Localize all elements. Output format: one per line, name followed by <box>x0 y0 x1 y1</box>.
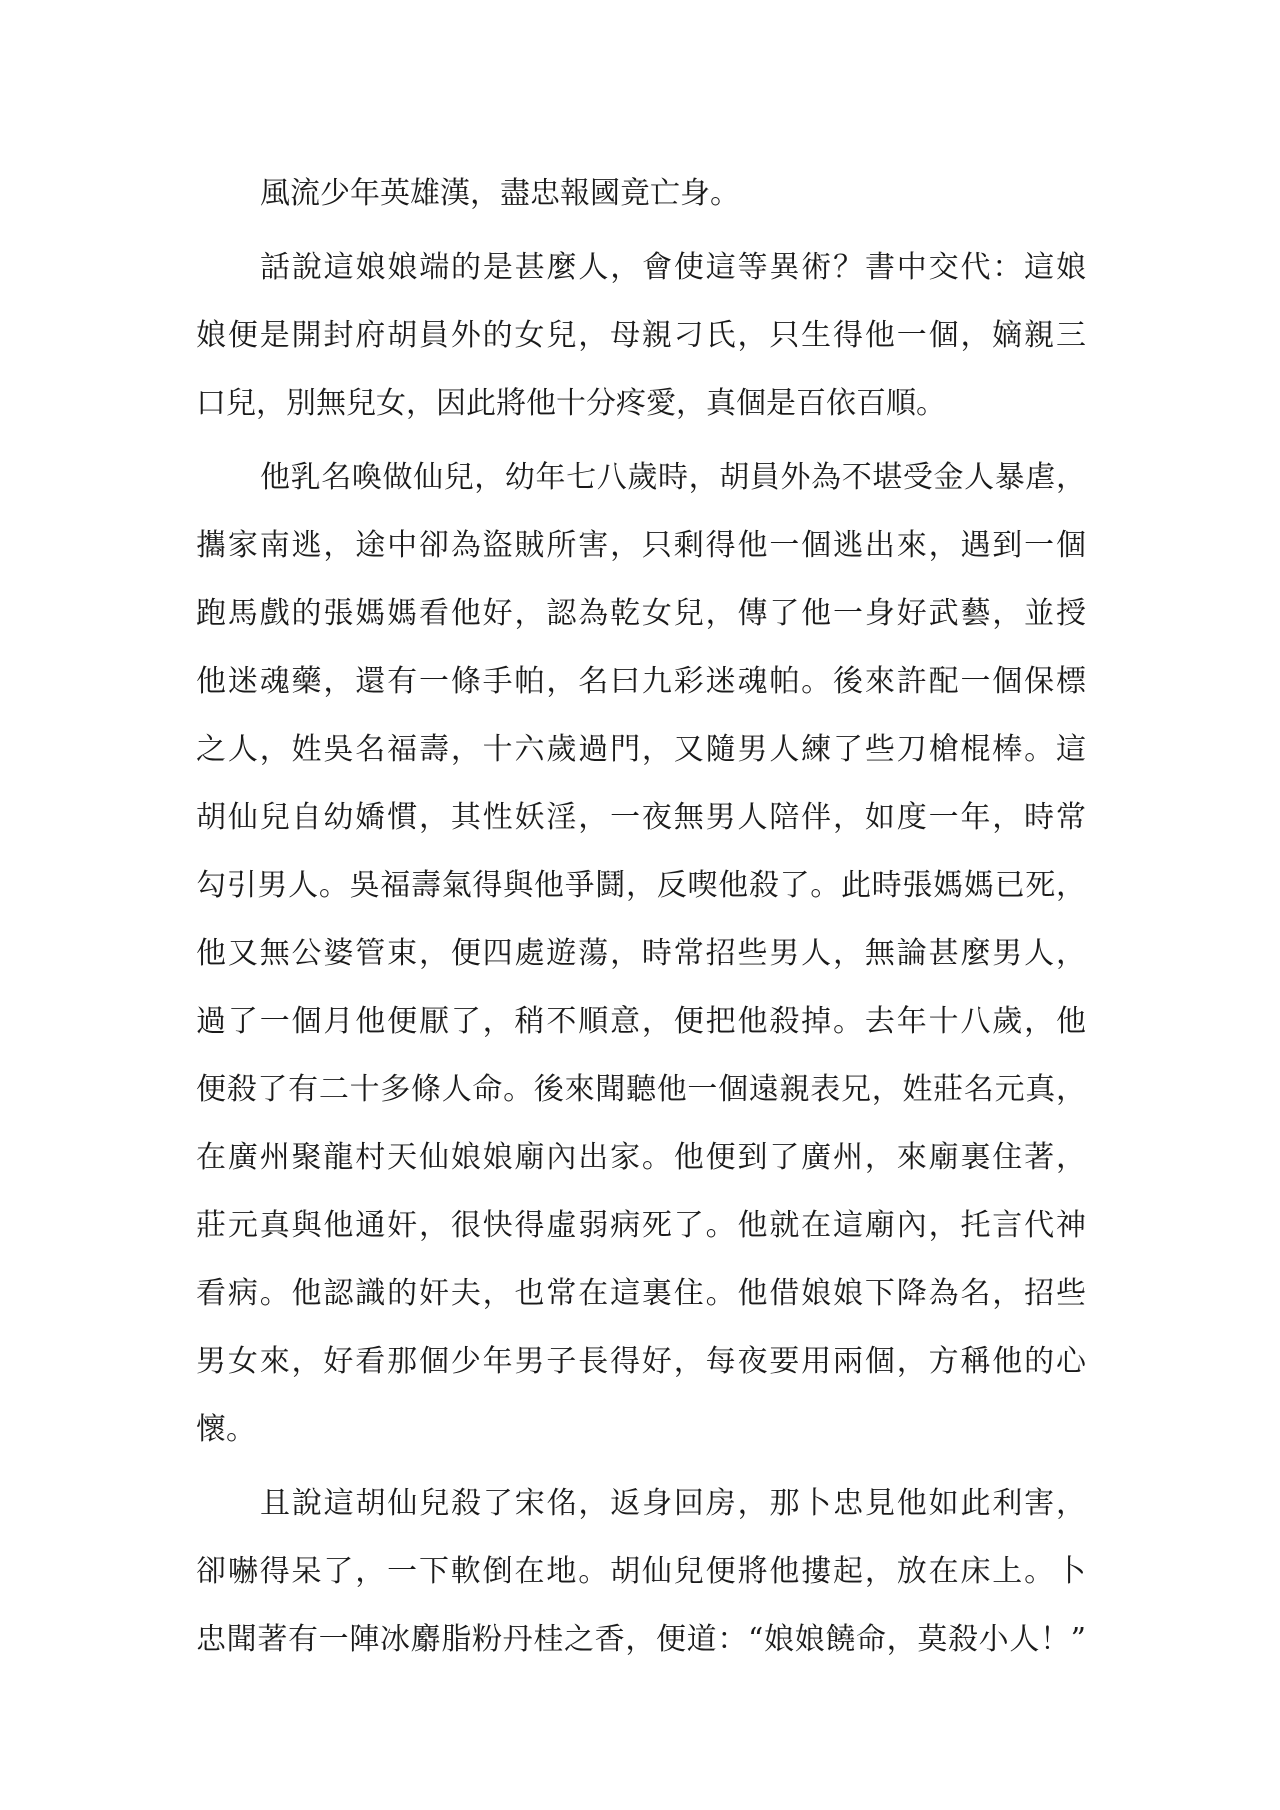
paragraph-intro <box>196 234 1086 438</box>
text-line: 看病。他認識的奸夫，也常在這裏住。他借娘娘下降為名，招些 <box>196 1276 1086 1311</box>
paragraph-poem <box>196 160 1086 228</box>
text-line: 男女來，好看那個少年男子長得好，每夜要用兩個，方稱他的心 <box>196 1344 1086 1379</box>
body-text <box>196 160 1086 1674</box>
text-line: 話說這娘娘端的是甚麼人，會使這等異術？書中交代：這娘 <box>260 250 1086 285</box>
paragraph-backstory <box>196 444 1086 1464</box>
text-line: 他又無公婆管束，便四處遊蕩，時常招些男人，無論甚麼男人， <box>196 936 1086 971</box>
text-line: 之人，姓吳名福壽，十六歲過門，又隨男人練了些刀槍棍棒。這 <box>196 732 1086 767</box>
text-line: 他乳名喚做仙兒，幼年七八歲時，胡員外為不堪受金人暴虐， <box>260 460 1086 495</box>
text-line: 過了一個月他便厭了，稍不順意，便把他殺掉。去年十八歲，他 <box>196 1004 1086 1039</box>
text-line: 風流少年英雄漢，盡忠報國竟亡身。 <box>260 176 740 211</box>
text-line: 忠聞著有一陣冰麝脂粉丹桂之香，便道：“娘娘饒命，莫殺小人！” <box>196 1622 1086 1657</box>
text-line: 便殺了有二十多條人命。後來聞聽他一個遠親表兄，姓莊名元真， <box>196 1072 1086 1107</box>
text-line: 勾引男人。吳福壽氣得與他爭鬪，反喫他殺了。此時張媽媽已死， <box>196 868 1086 903</box>
text-line: 娘便是開封府胡員外的女兒，母親刁氏，只生得他一個，嫡親三 <box>196 318 1086 353</box>
paragraph-scene <box>196 1470 1086 1674</box>
text-line: 胡仙兒自幼嬌慣，其性妖淫，一夜無男人陪伴，如度一年，時常 <box>196 800 1086 835</box>
text-line: 口兒，別無兒女，因此將他十分疼愛，真個是百依百順。 <box>196 386 946 421</box>
text-line: 在廣州聚龍村天仙娘娘廟內出家。他便到了廣州，來廟裏住著， <box>196 1140 1086 1175</box>
text-line: 莊元真與他通奸，很快得虛弱病死了。他就在這廟內，托言代神 <box>196 1208 1086 1243</box>
text-line: 懷。 <box>196 1412 256 1447</box>
text-line: 且說這胡仙兒殺了宋佲，返身回房，那卜忠見他如此利害， <box>260 1486 1086 1521</box>
text-line: 攜家南逃，途中卻為盜賊所害，只剩得他一個逃出來，遇到一個 <box>196 528 1086 563</box>
text-line: 他迷魂藥，還有一條手帕，名曰九彩迷魂帕。後來許配一個保標 <box>196 664 1086 699</box>
text-line: 跑馬戲的張媽媽看他好，認為乾女兒，傳了他一身好武藝，並授 <box>196 596 1086 631</box>
text-line: 卻嚇得呆了，一下軟倒在地。胡仙兒便將他摟起，放在床上。卜 <box>196 1554 1086 1589</box>
